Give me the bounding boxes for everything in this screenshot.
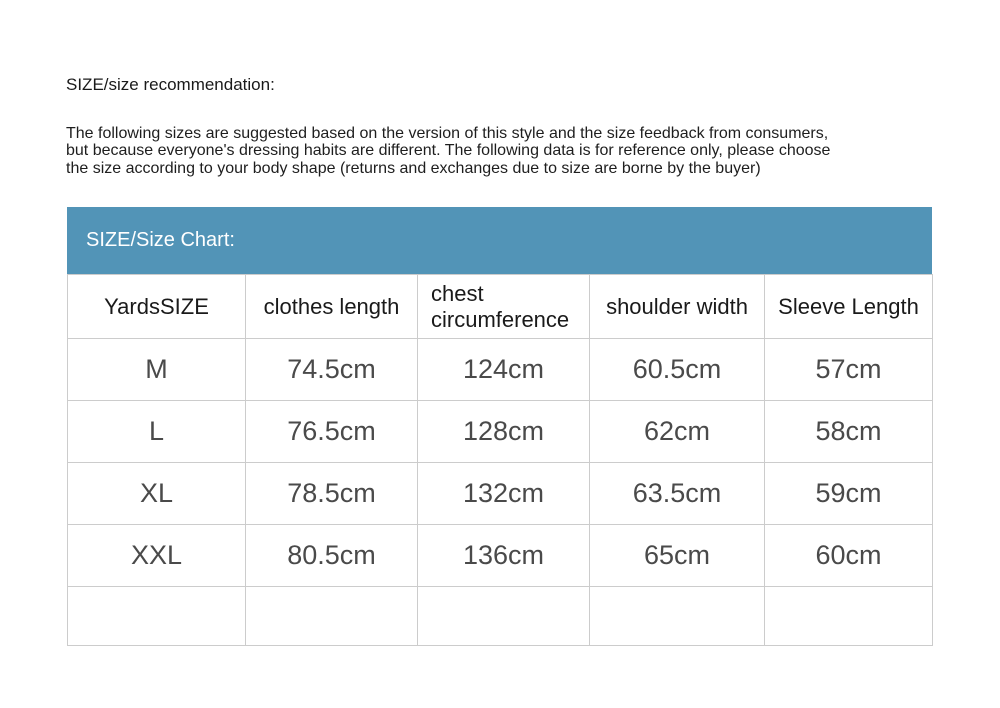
cell-chest: 132cm (418, 463, 590, 525)
cell-sleeve: 59cm (765, 463, 933, 525)
cell-sleeve: 57cm (765, 339, 933, 401)
cell-empty (246, 587, 418, 646)
cell-chest: 136cm (418, 525, 590, 587)
cell-shoulder: 65cm (590, 525, 765, 587)
table-row-l (68, 401, 933, 463)
cell-size-label: XXL (68, 525, 246, 587)
description-line-2: but because everyone's dressing habits are different. The following data is for reference only, please choose (66, 142, 831, 160)
page-title: SIZE/size recommendation: (66, 75, 275, 94)
cell-sleeve: 58cm (765, 401, 933, 463)
cell-clothes-length: 74.5cm (246, 339, 418, 401)
table-row-m (68, 339, 933, 401)
cell-shoulder: 60.5cm (590, 339, 765, 401)
table-row-xxl (68, 525, 933, 587)
cell-clothes-length: 78.5cm (246, 463, 418, 525)
table-row-xl (68, 463, 933, 525)
size-chart-banner-label: SIZE/Size Chart: (86, 229, 235, 251)
column-header-chest-circumference: chest circumference (418, 275, 590, 339)
cell-empty (418, 587, 590, 646)
description-line-1: The following sizes are suggested based on the version of this style and the size feedback from consumers, (66, 125, 829, 142)
cell-empty (590, 587, 765, 646)
cell-size-label: M (68, 339, 246, 401)
cell-sleeve: 60cm (765, 525, 933, 587)
column-header-clothes-length: clothes length (246, 275, 418, 339)
size-chart-banner (67, 207, 932, 274)
column-header-size: YardsSIZE (68, 275, 246, 339)
cell-chest: 128cm (418, 401, 590, 463)
table-row-empty (68, 587, 933, 646)
description-line-3: the size according to your body shape (returns and exchanges due to size are borne by the buyer) (66, 159, 761, 177)
cell-shoulder: 62cm (590, 401, 765, 463)
size-chart-section (67, 207, 932, 646)
column-header-sleeve-length: Sleeve Length (765, 275, 933, 339)
cell-empty (68, 587, 246, 646)
cell-clothes-length: 76.5cm (246, 401, 418, 463)
cell-chest: 124cm (418, 339, 590, 401)
cell-size-label: XL (68, 463, 246, 525)
size-chart-table (67, 274, 933, 646)
cell-empty (765, 587, 933, 646)
cell-size-label: L (68, 401, 246, 463)
table-header-row (68, 275, 933, 339)
cell-shoulder: 63.5cm (590, 463, 765, 525)
cell-clothes-length: 80.5cm (246, 525, 418, 587)
description-paragraph (66, 125, 830, 177)
column-header-shoulder-width: shoulder width (590, 275, 765, 339)
